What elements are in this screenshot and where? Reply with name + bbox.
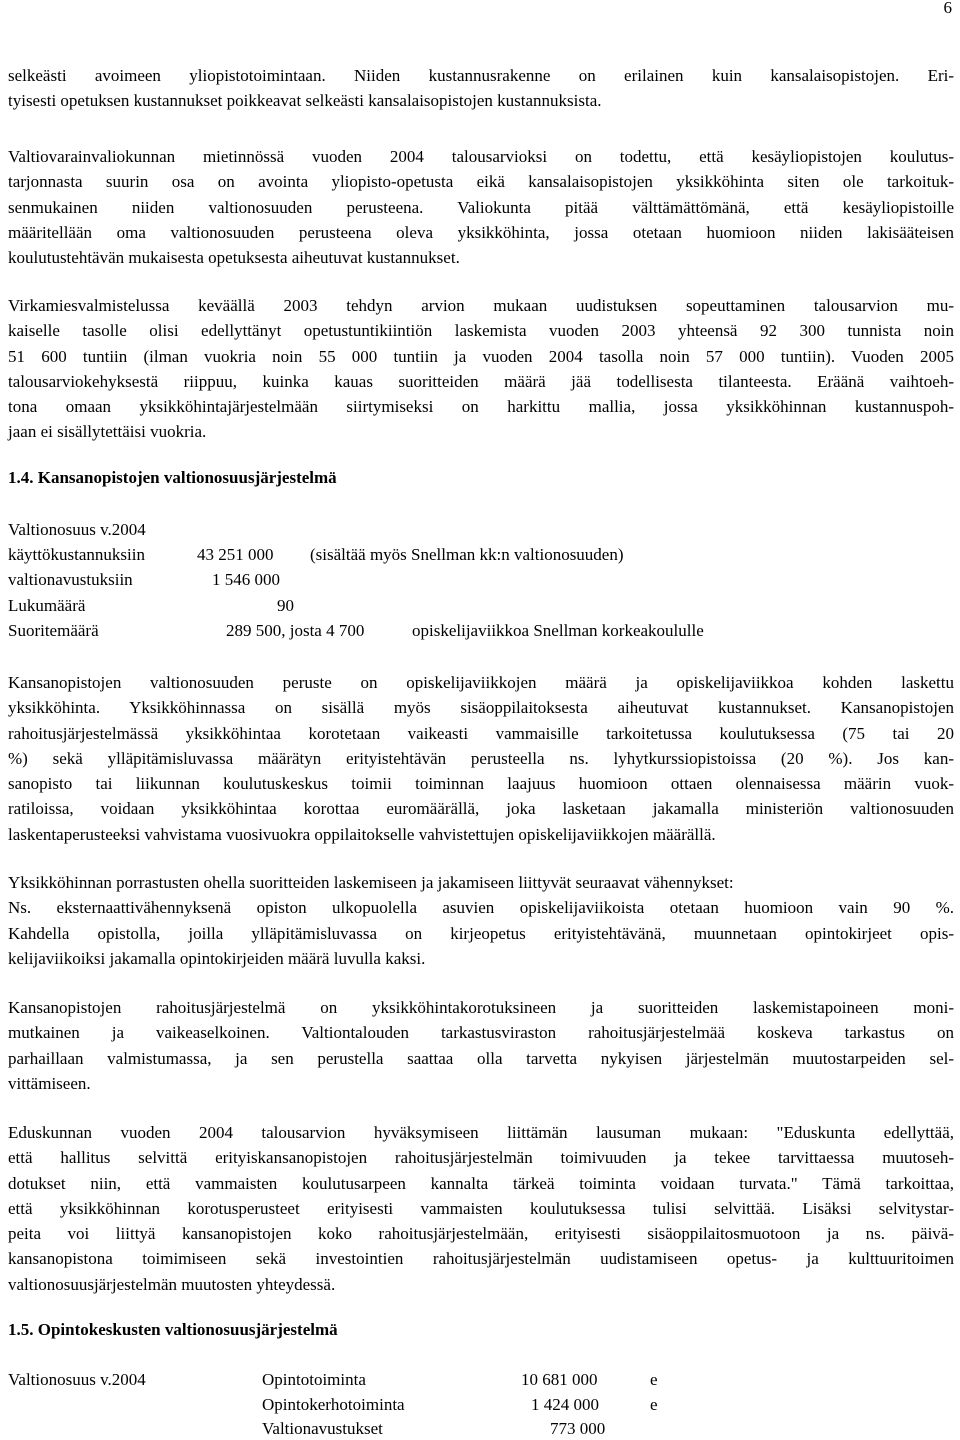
text-line: peita voi liittyä kansanopistojen koko rahoitusjärjestelmään, erityisesti sisäoppilaitosmuotoon ja ns. päivä- [8,1224,954,1244]
section-heading-1-4: 1.4. Kansanopistojen valtionosuusjärjestelmä [8,468,337,487]
text-line: Virkamiesvalmistelussa keväällä 2003 tehdyn arvion mukaan uudistuksen sopeuttaminen talousarvion mu- [8,296,954,315]
text-line: vittämiseen. [8,1073,91,1093]
text-line: että hallitus selvittä erityiskansanopistojen rahoitusjärjestelmän toimivuuden ja tekee tarvittaessa muutoseh- [8,1148,954,1168]
text-line: talousarviokehyksestä riippuu, kuinka kauas suoritteiden määrä jää todellisesta tilanteesta. Eräänä vaihtoeh- [8,371,954,391]
figure-label: Valtionavustukset [262,1419,383,1438]
text-line: tona omaan yksikköhintajärjestelmään siirtymiseksi on harkittu mallia, jossa yksikköhinnan kustannuspoh- [8,397,954,417]
text-line: sanopisto tai liikunnan koulutuskeskus toimii toiminnan laajuus huomioon ottaen olennaisessa määrin vuok- [8,774,954,794]
text-line: Eduskunnan vuoden 2004 talousarvion hyväksymiseen liittämän lausuman mukaan: "Eduskunta edellyttää, [8,1123,954,1142]
figure-value: 10 681 000 [521,1370,598,1389]
figure-value: 43 251 000 [197,545,274,564]
figure-label: valtionavustuksiin [8,570,133,589]
figure-value: 1 546 000 [212,570,280,589]
text-line: 51 600 tuntiin (ilman vuokria noin 55 000 tuntiin ja vuoden 2004 tasolla noin 57 000 tuntiin). Vuoden 2005 [8,346,954,366]
figure-value: 1 424 000 [531,1395,599,1414]
paragraph-6 [8,995,954,1096]
text-line: mutkainen ja vaikeaselkoinen. Valtiontalouden tarkastusviraston rahoitusjärjestelmää koskeva tarkastus on [8,1023,954,1043]
text-line: Kansanopistojen valtionosuuden peruste on opiskelijaviikkojen määrä ja opiskelijaviikkoa kohden laskettu [8,673,954,692]
section-heading-1-5: 1.5. Opintokeskusten valtionosuusjärjestelmä [8,1320,338,1339]
text-line: laskentaperusteeksi vahvistama vuosivuokra oppilaitokselle vahvistettujen opiskelijaviikkojen määrällä. [8,824,716,844]
page-number: 6 [943,0,952,17]
figure-value: 773 000 [550,1419,606,1438]
text-line: että yksikköhinnan korotusperusteet erityisesti vammaisten koulutuksessa tulisi selvittää. Lisäksi selvitystar- [8,1198,954,1218]
text-line: Valtiovarainvaliokunnan mietinnössä vuoden 2004 talousarvioksi on todettu, että kesäyliopistojen koulutus- [8,147,954,166]
text-line: Ns. eksternaattivähennyksenä opiston ulkopuolella asuvien opiskelijaviikoista otetaan huomioon vain 90 %. [8,898,954,918]
figure-label: Lukumäärä [8,596,86,615]
text-line: määritellään oma valtionosuuden perusteena oleva yksikköhinta, jossa otetaan huomioon niiden lakisääteisen [8,222,954,242]
text-line: kaiselle tasolle olisi edellyttänyt opetustuntikiintiön laskemista vuoden 2003 yhteensä 92 300 tunnista noin [8,321,954,341]
figure-value: 289 500, josta 4 700 [226,621,365,640]
text-line: ratiloissa, voidaan yksikköhintaa korottaa euromäärällä, joka lasketaan jakamalla ministeriön valtionosuuden [8,799,954,819]
paragraph-5 [8,870,954,971]
text-line: kelijaviikoiksi jakamalla opintokirjeiden määrä luvulla kaksi. [8,948,426,968]
figure-label: käyttökustannuksiin [8,545,145,564]
paragraph-3 [8,293,954,445]
text-line: Kahdella opistolla, joilla ylläpitämisluvassa on kirjeopetus erityistehtävänä, muunnetaan opintokirjeet opis- [8,923,954,943]
text-line: Yksikköhinnan porrastusten ohella suoritteiden laskemiseen ja jakamiseen liittyvät seuraavat vähennykset: [8,873,734,892]
text-line: senmukainen niiden valtionosuuden perusteena. Valiokunta pitää välttämättömänä, että kesäyliopistoille [8,197,954,217]
text-line: kansanopistona toimimiseen sekä investointien rahoitusjärjestelmän uudistamiseen opetus- ja kulttuuritoimen [8,1249,954,1269]
paragraph-2 [8,144,954,270]
text-line: dotukset niin, että vammaisten koulutusarpeen kannalta tärkeä toiminta voidaan turvata." Tämä tarkoittaa, [8,1173,954,1193]
figures-subtitle: Valtionosuus v.2004 [8,520,146,539]
text-line: parhaillaan valmistumassa, ja sen perustella saattaa olla tarvetta nykyisen järjestelmän muutostarpeiden sel- [8,1048,954,1068]
text-line: tyisesti opetuksen kustannukset poikkeavat selkeästi kansalaisopistojen kustannuksista. [8,91,602,111]
text-line: %) sekä ylläpitämisluvassa määrätyn erityistehtävän perusteella ns. lyhytkurssiopistoissa (20 %). Jos kan- [8,748,954,768]
text-line: selkeästi avoimeen yliopistotoimintaan. Niiden kustannusrakenne on erilainen kuin kansalaisopistojen. Eri- [8,66,954,85]
figure-note: opiskelijaviikkoa Snellman korkeakoululle [412,621,704,640]
text-line: tarjonnasta suurin osa on avointa yliopisto-opetusta eikä kansalaisopistojen yksikköhinta siten ole tarkoituk- [8,172,954,192]
text-line: Kansanopistojen rahoitusjärjestelmä on yksikköhintakorotuksineen ja suoritteiden laskemistapoineen moni- [8,998,954,1017]
paragraph-1 [8,63,954,114]
figure-label: Opintokerhotoiminta [262,1395,405,1414]
figure-label: Suoritemäärä [8,621,99,640]
text-line: koulutustehtävän mukaisesta opetuksesta aiheutuvat kustannukset. [8,248,460,268]
figure-label: Opintotoiminta [262,1370,366,1389]
figure-value: 90 [277,596,294,615]
paragraph-7 [8,1120,954,1297]
text-line: jaan ei sisällytettäisi vuokria. [8,422,207,442]
figure-unit: e [650,1370,658,1389]
figure-unit: e [650,1395,658,1414]
figures-subtitle: Valtionosuus v.2004 [8,1370,146,1389]
text-line: yksikköhinta. Yksikköhinnassa on sisällä myös sisäoppilaitoksesta aiheutuvat kustannukset. Kansanopistojen [8,698,954,718]
text-line: rahoitusjärjestelmässä yksikköhintaa korotetaan vaikeasti vammaisille tarkoitetussa koulutuksessa (75 tai 20 [8,723,954,743]
paragraph-4 [8,670,954,847]
figure-note: (sisältää myös Snellman kk:n valtionosuuden) [310,545,624,564]
text-line: valtionosuusjärjestelmän muutosten yhteydessä. [8,1274,336,1294]
